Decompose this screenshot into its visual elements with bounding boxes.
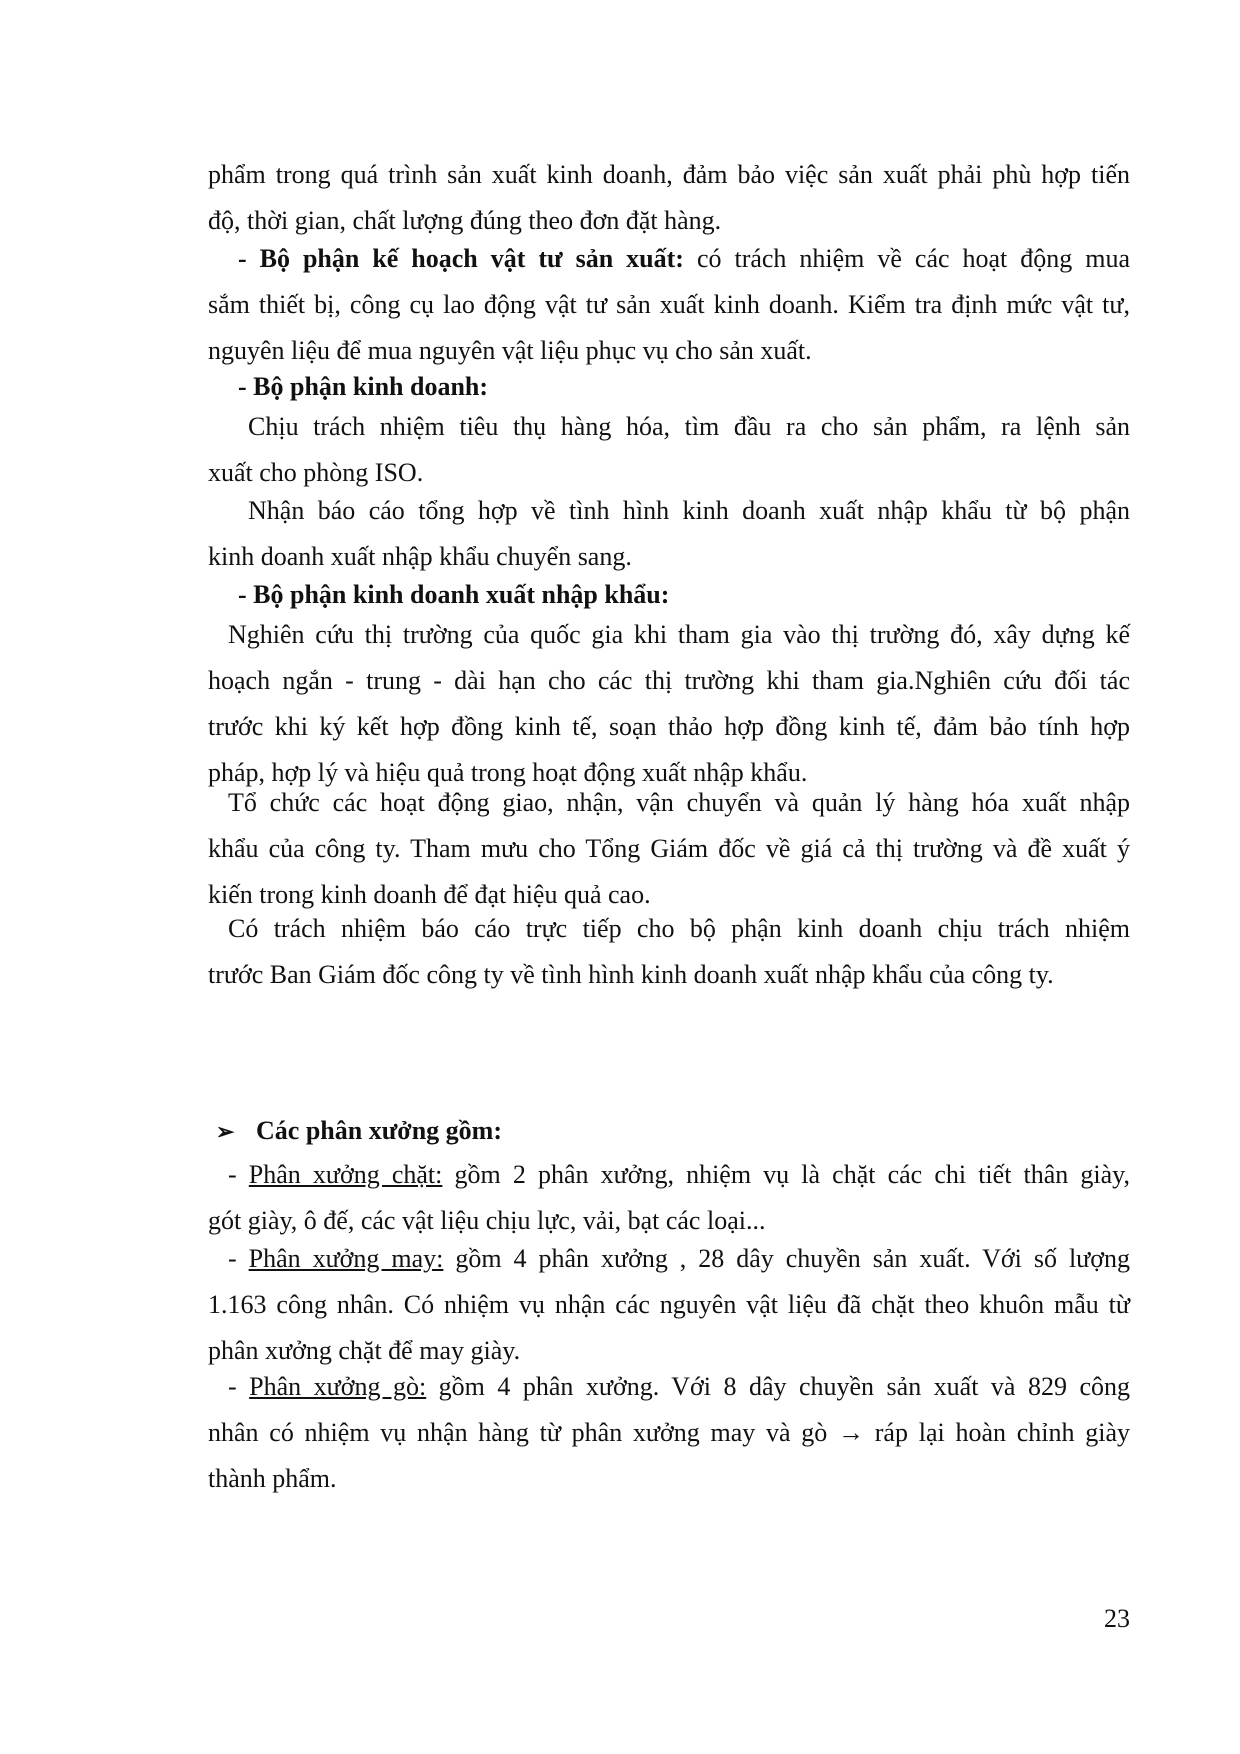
text-line	[208, 236, 1130, 282]
text-fragment: gồm 4 phân xưởng , 28 dây chuyền sản xuất. Với số lượng	[443, 1244, 1131, 1273]
text-line: kinh doanh xuất nhập khẩu chuyển sang.	[208, 542, 632, 571]
paragraph-reporting	[208, 906, 1130, 998]
paragraph-planning-department	[208, 236, 1130, 374]
section-label-business: - Bộ phận kinh doanh:	[238, 372, 489, 401]
text-line: khẩu của công ty. Tham mưu cho Tổng Giám đốc về giá cả thị trường và đề xuất ý	[208, 834, 1130, 863]
text-line	[208, 1364, 1130, 1410]
arrow-bullet-icon: ➢	[216, 1119, 235, 1144]
text-fragment: gồm 4 phân xưởng. Với 8 dây chuyền sản xuất và 829 công	[426, 1372, 1130, 1401]
paragraph-market-research	[208, 612, 1130, 796]
text-line: độ, thời gian, chất lượng đúng theo đơn đặt hàng.	[208, 206, 722, 235]
text-line: hoạch ngắn - trung - dài hạn cho các thị trường khi tham gia.Nghiên cứu đối tác	[208, 666, 1130, 695]
section-heading-workshops	[216, 1108, 502, 1155]
text-fragment: gồm 2 phân xưởng, nhiệm vụ là chặt các chi tiết thân giày,	[442, 1160, 1130, 1189]
workshop-label-lasting: Phân xưởng gò:	[249, 1372, 427, 1401]
text-line: xuất cho phòng ISO.	[208, 458, 424, 487]
list-dash: -	[228, 1372, 250, 1401]
workshop-label-cutting: Phân xưởng chặt:	[248, 1160, 443, 1189]
text-line: kiến trong kinh doanh để đạt hiệu quả cao.	[208, 880, 651, 909]
text-line: thành phẩm.	[208, 1464, 337, 1493]
text-line	[208, 1236, 1130, 1282]
text-line	[208, 1152, 1130, 1198]
text-line: 1.163 công nhân. Có nhiệm vụ nhận các nguyên vật liệu đã chặt theo khuôn mẫu từ	[208, 1290, 1130, 1319]
paragraph-business-duties	[208, 404, 1130, 496]
text-line: sắm thiết bị, công cụ lao động vật tư sản xuất kinh doanh. Kiểm tra định mức vật tư,	[208, 290, 1130, 319]
section-label-planning: - Bộ phận kế hoạch vật tư sản xuất:	[238, 244, 684, 273]
text-line: pháp, hợp lý và hiệu quả trong hoạt động xuất nhập khẩu.	[208, 758, 808, 787]
list-dash: -	[228, 1244, 249, 1273]
text-line: nhân có nhiệm vụ nhận hàng từ phân xưởng may và gò → ráp lại hoàn chỉnh giày	[208, 1418, 1130, 1447]
text-line: Chịu trách nhiệm tiêu thụ hàng hóa, tìm đầu ra cho sản phẩm, ra lệnh sản	[248, 412, 1130, 441]
paragraph-sewing-workshop	[208, 1236, 1130, 1374]
text-line: Có trách nhiệm báo cáo trực tiếp cho bộ phận kinh doanh chịu trách nhiệm	[228, 914, 1130, 943]
section-heading-text: Các phân xưởng gồm:	[256, 1116, 502, 1145]
text-line: nguyên liệu để mua nguyên vật liệu phục vụ cho sản xuất.	[208, 336, 812, 365]
text-line: trước Ban Giám đốc công ty về tình hình kinh doanh xuất nhập khẩu của công ty.	[208, 960, 1054, 989]
paragraph-lasting-workshop	[208, 1364, 1130, 1502]
text-line: gót giày, ô đế, các vật liệu chịu lực, vải, bạt các loại...	[208, 1206, 766, 1235]
list-dash: -	[228, 1160, 249, 1189]
workshop-label-sewing: Phân xưởng may:	[248, 1244, 444, 1273]
paragraph-cutting-workshop	[208, 1152, 1130, 1244]
text-fragment: có trách nhiệm về các hoạt động mua	[683, 244, 1130, 273]
text-line: phân xưởng chặt để may giày.	[208, 1336, 521, 1365]
page-number: 23	[1104, 1604, 1130, 1633]
section-label-import-export: - Bộ phận kinh doanh xuất nhập khẩu:	[238, 580, 670, 609]
paragraph-business-reports	[208, 488, 1130, 580]
text-line: phẩm trong quá trình sản xuất kinh doanh, đảm bảo việc sản xuất phải phù hợp tiến	[208, 160, 1130, 189]
text-line: Tổ chức các hoạt động giao, nhận, vận chuyển và quản lý hàng hóa xuất nhập	[228, 788, 1130, 817]
text-line: Nghiên cứu thị trường của quốc gia khi tham gia vào thị trường đó, xây dựng kế	[228, 620, 1130, 649]
text-line: trước khi ký kết hợp đồng kinh tế, soạn thảo hợp đồng kinh tế, đảm bảo tính hợp	[208, 712, 1130, 741]
paragraph-logistics	[208, 780, 1130, 918]
paragraph-production-continuation	[208, 152, 1130, 244]
text-line: Nhận báo cáo tổng hợp về tình hình kinh doanh xuất nhập khẩu từ bộ phận	[248, 496, 1130, 525]
